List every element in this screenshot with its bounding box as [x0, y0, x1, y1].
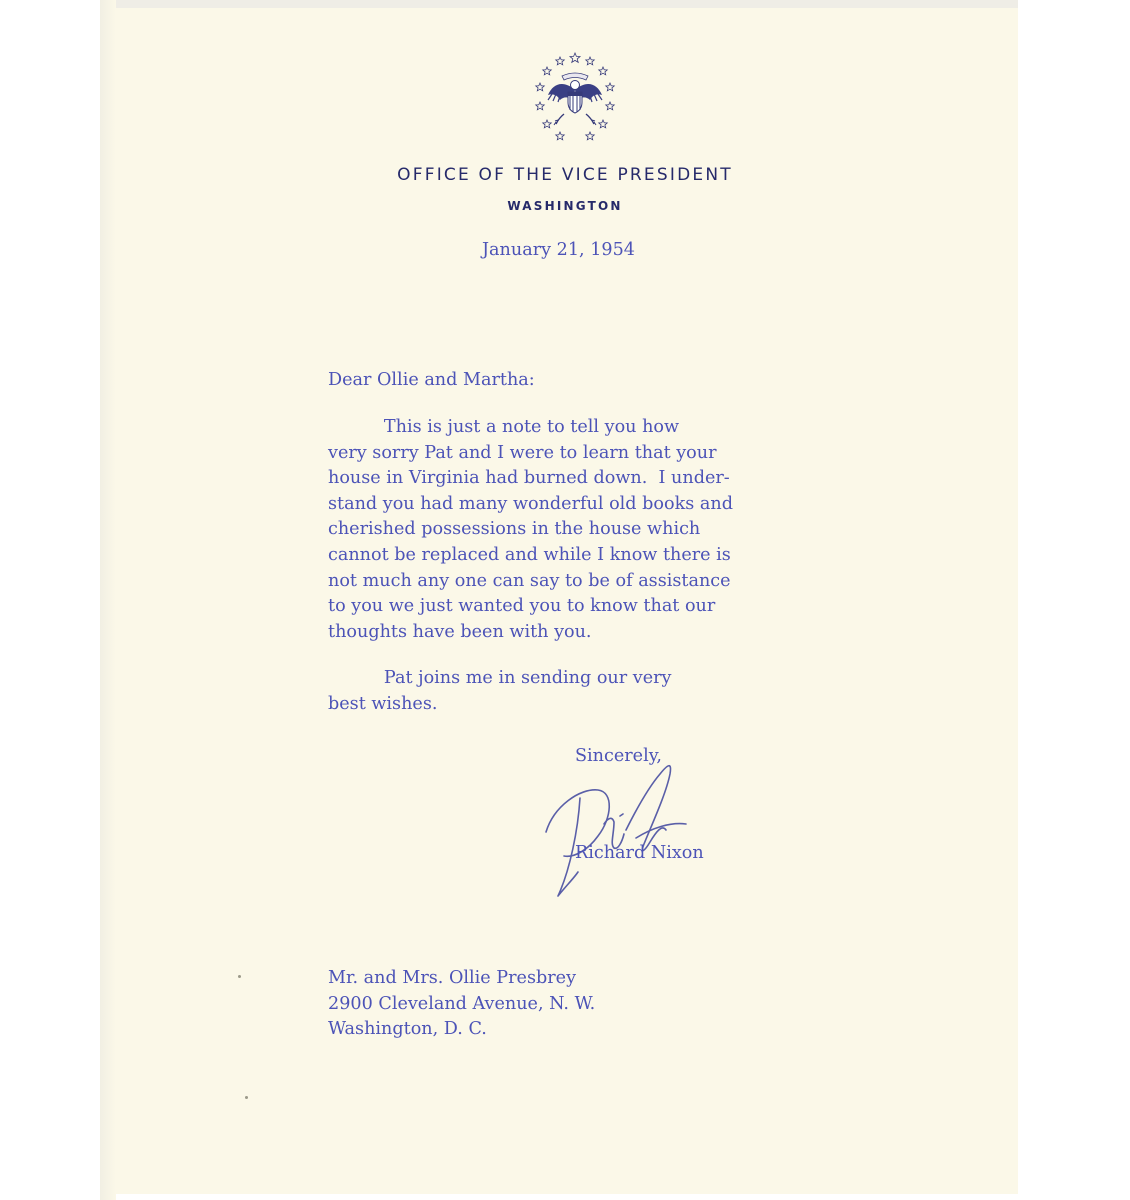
letterhead-office-title: OFFICE OF THE VICE PRESIDENT — [397, 165, 733, 185]
letter-date: January 21, 1954 — [482, 240, 635, 260]
scan-top-strip — [100, 0, 1018, 8]
signer-name: Richard Nixon — [575, 843, 704, 863]
vice-president-seal-icon — [520, 50, 630, 150]
body-line: house in Virginia had burned down. I under- — [328, 468, 730, 489]
body-line: not much any one can say to be of assistance — [328, 570, 731, 591]
body-line: cannot be replaced and while I know there is — [328, 545, 731, 565]
body-line: very sorry Pat and I were to learn that your — [328, 442, 717, 463]
paper-speck — [245, 1096, 248, 1099]
address-line: Mr. and Mrs. Ollie Presbrey — [328, 968, 577, 988]
address-line: Washington, D. C. — [328, 1019, 487, 1040]
body-line: cherished possessions in the house which — [328, 519, 701, 540]
body-line: best wishes. — [328, 693, 438, 714]
paper-speck — [238, 975, 241, 978]
salutation: Dear Ollie and Martha: — [328, 370, 535, 390]
handwritten-signature — [540, 740, 730, 905]
letterhead-city: WASHINGTON — [507, 199, 623, 213]
body-line: Pat joins me in sending our very — [328, 668, 672, 688]
body-line: stand you had many wonderful old books and — [328, 493, 733, 514]
body-line: This is just a note to tell you how — [328, 417, 680, 437]
closing: Sincerely, — [575, 746, 662, 766]
body-line: thoughts have been with you. — [328, 621, 592, 642]
body-line: to you we just wanted you to know that our — [328, 596, 716, 617]
address-line: 2900 Cleveland Avenue, N. W. — [328, 993, 596, 1014]
